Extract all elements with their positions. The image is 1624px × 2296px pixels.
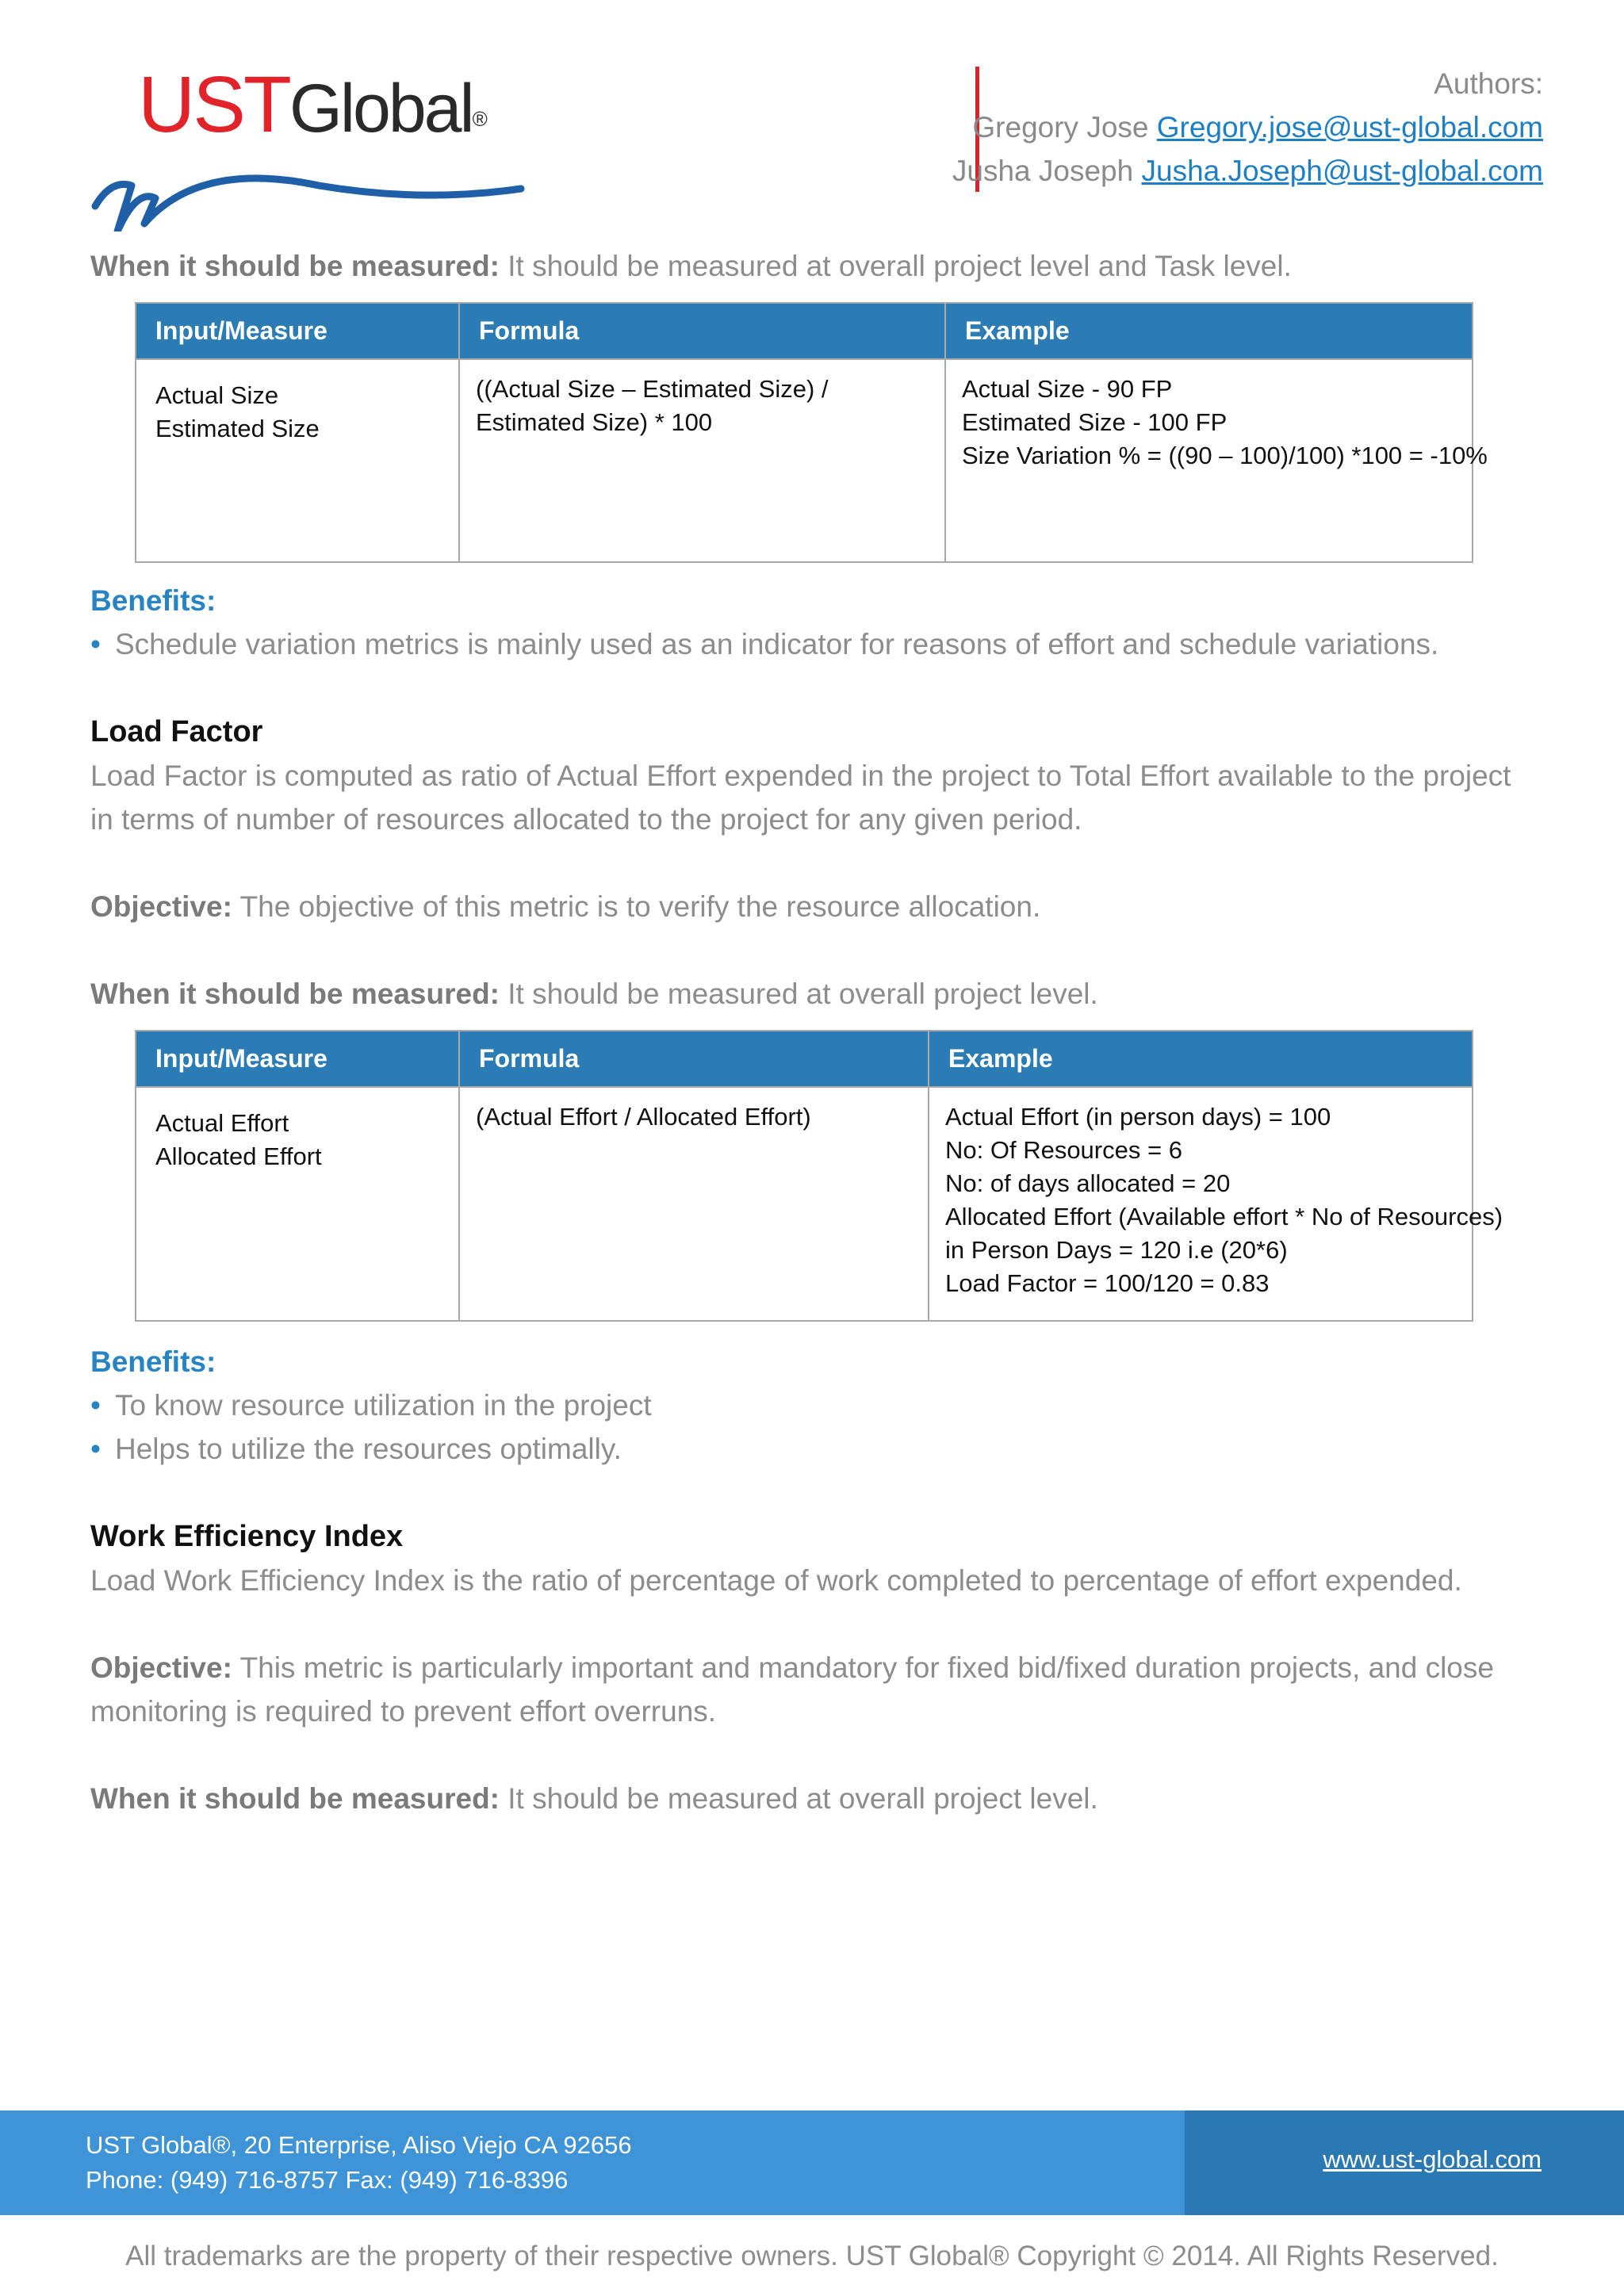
example-line: Actual Size - 90 FP (962, 375, 1173, 403)
measured-text: It should be measured at overall project level. (500, 1782, 1098, 1815)
authors-label: Authors: (1434, 67, 1543, 100)
objective-paragraph (90, 1646, 1542, 1733)
table-row (136, 359, 1473, 562)
measured-label: When it should be measured: (90, 250, 500, 282)
example-line: in Person Days = 120 i.e (20*6) (945, 1236, 1288, 1264)
objective-text: This metric is particularly important and mandatory for fixed bid/fixed duration projects, and close monitoring is required to prevent effort overruns. (90, 1651, 1494, 1728)
benefit-item: • To know resource utilization in the project (90, 1383, 1542, 1427)
formula-cell (459, 1087, 929, 1321)
section-title: Work Efficiency Index (90, 1520, 404, 1553)
logo-text-ust: UST (138, 60, 289, 149)
load-factor-table (135, 1030, 1503, 1322)
load-factor-section (90, 710, 1542, 1016)
objective-label: Objective: (90, 890, 232, 923)
author-email-link[interactable]: Gregory.jose@ust-global.com (1156, 111, 1543, 144)
footer-phone-line: Phone: (949) 716-8757 Fax: (949) 716-8396 (86, 2166, 569, 2194)
logo-wordmark (138, 60, 485, 149)
measured-text: It should be measured at overall project level and Task level. (500, 250, 1292, 282)
bullet-icon: • (90, 1433, 101, 1465)
section-description: Load Work Efficiency Index is the ratio of percentage of work completed to percentage of effort expended. (90, 1564, 1462, 1597)
footer-address (86, 2128, 632, 2198)
input-line: Actual Size (155, 381, 279, 409)
benefits-title: Benefits: (90, 584, 216, 617)
input-line: Allocated Effort (155, 1142, 322, 1170)
size-variation-table (135, 302, 1488, 563)
table-header-row (136, 303, 1473, 359)
author-name: Gregory Jose (972, 111, 1149, 144)
section1-measured (90, 244, 1542, 288)
example-line: Estimated Size - 100 FP (962, 408, 1228, 436)
registered-mark: ® (472, 107, 485, 131)
example-line: Allocated Effort (Available effort * No of Resources) (945, 1203, 1503, 1230)
logo-text-global: Global (289, 71, 473, 147)
author-email-link[interactable]: Jusha.Joseph@ust-global.com (1141, 155, 1543, 187)
example-line: Actual Effort (in person days) = 100 (945, 1103, 1331, 1131)
website-link[interactable]: www.ust-global.com (1323, 2145, 1542, 2173)
example-cell (929, 1087, 1503, 1321)
measured-paragraph (90, 1777, 1542, 1820)
benefit-item: • Helps to utilize the resources optimally. (90, 1427, 1542, 1471)
objective-text: The objective of this metric is to verify the resource allocation. (232, 890, 1041, 923)
table-header-input: Input/Measure (136, 1031, 459, 1087)
formula-line: (Actual Effort / Allocated Effort) (476, 1103, 811, 1131)
table-header-formula: Formula (459, 1031, 929, 1087)
formula-line: Estimated Size) * 100 (476, 408, 713, 436)
benefits-title: Benefits: (90, 1345, 216, 1378)
bullet-icon: • (90, 628, 101, 660)
example-cell (945, 359, 1488, 562)
section-description: Load Factor is computed as ratio of Actual Effort expended in the project to Total Effort available to the project in terms of number of resources allocated to the project for any given period. (90, 760, 1511, 836)
input-cell (136, 359, 459, 562)
author-row (952, 149, 1543, 193)
example-line: Size Variation % = ((90 – 100)/100) *100 = -10% (962, 442, 1488, 469)
table-row (136, 1087, 1473, 1321)
input-line: Actual Effort (155, 1109, 289, 1137)
measured-label: When it should be measured: (90, 1782, 500, 1815)
work-efficiency-section (90, 1515, 1542, 1820)
footer-address-line: UST Global®, 20 Enterprise, Aliso Viejo CA 92656 (86, 2131, 632, 2159)
company-logo (89, 60, 533, 224)
example-line: Load Factor = 100/120 = 0.83 (945, 1269, 1270, 1297)
footer-bar (0, 2110, 1624, 2215)
benefit-item: • Schedule variation metrics is mainly used as an indicator for reasons of effort and schedule variations. (90, 622, 1542, 666)
table-header-row (136, 1031, 1473, 1087)
bullet-icon: • (90, 1389, 101, 1422)
load-factor-benefits (90, 1340, 1542, 1471)
measured-label: When it should be measured: (90, 978, 500, 1010)
input-line: Estimated Size (155, 415, 320, 442)
author-row (952, 105, 1543, 149)
table-header-formula: Formula (459, 303, 945, 359)
example-line: No: of days allocated = 20 (945, 1169, 1231, 1197)
section-title: Load Factor (90, 715, 263, 748)
measured-text: It should be measured at overall project level. (500, 978, 1098, 1010)
measured-paragraph (90, 972, 1542, 1016)
example-line: No: Of Resources = 6 (945, 1136, 1182, 1164)
authors-block (952, 62, 1543, 193)
formula-cell (459, 359, 945, 562)
copyright-notice: All trademarks are the property of their respective owners. UST Global® Copyright © 2014. All Rights Reserved. (125, 2241, 1499, 2271)
table-header-example: Example (929, 1031, 1473, 1087)
input-cell (136, 1087, 459, 1321)
author-name: Jusha Joseph (952, 155, 1134, 187)
formula-line: ((Actual Size – Estimated Size) / (476, 375, 829, 403)
table-header-example: Example (945, 303, 1473, 359)
objective-paragraph (90, 885, 1542, 928)
objective-label: Objective: (90, 1651, 232, 1684)
section1-benefits (90, 579, 1542, 666)
table-header-input: Input/Measure (136, 303, 459, 359)
